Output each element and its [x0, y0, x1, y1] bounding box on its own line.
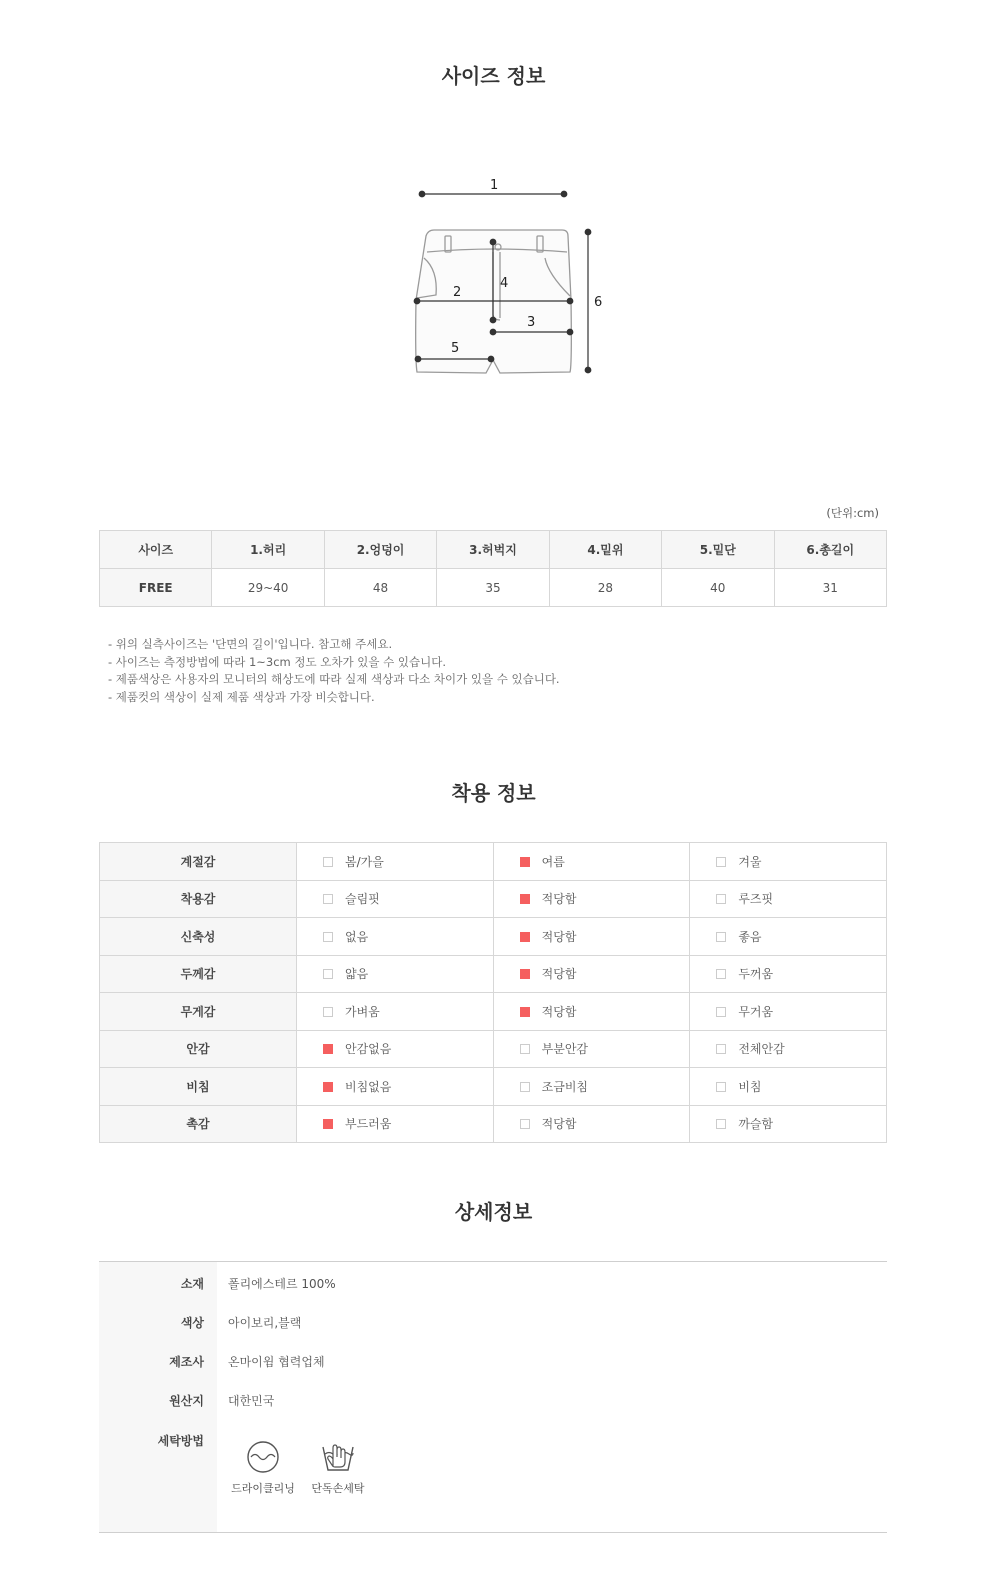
checked-box-icon [323, 1044, 333, 1054]
fit-option-label: 적당함 [541, 1117, 577, 1132]
fit-row-label: 신축성 [100, 918, 297, 956]
fit-option-label: 봄/가을 [345, 854, 384, 869]
size-header-cell: 5.밑단 [662, 531, 774, 569]
fit-option-label: 까슬함 [738, 1117, 774, 1132]
checked-box-icon [520, 857, 530, 867]
note-line: - 제품컷의 색상이 실제 제품 색상과 가장 비슷합니다. [108, 689, 375, 704]
fit-row [100, 1068, 887, 1106]
fit-option-label: 조금비침 [541, 1079, 589, 1094]
size-value-cell: 40 [662, 569, 774, 607]
fit-option [690, 880, 887, 918]
fit-option-label: 무거움 [738, 1004, 774, 1019]
care-label: 드라이클리닝 [231, 1482, 295, 1495]
checked-box-icon [520, 932, 530, 942]
fit-option-label: 가벼움 [345, 1004, 380, 1019]
fit-option [493, 1105, 690, 1143]
fit-row [100, 993, 887, 1031]
size-value-cell: 28 [549, 569, 661, 607]
fit-option-label: 겨울 [738, 854, 762, 869]
shorts-measurement-diagram [400, 170, 620, 385]
size-table-header-row [100, 531, 887, 569]
fit-option-label: 없음 [345, 929, 369, 944]
diagram-label-6: 6 [594, 295, 603, 310]
size-value-cell: FREE [100, 569, 212, 607]
detail-value: 대한민국 [228, 1394, 275, 1408]
diagram-label-1: 1 [490, 178, 499, 193]
unchecked-box-icon [716, 1119, 726, 1129]
note-line: - 사이즈는 측정방법에 따라 1~3cm 정도 오차가 있을 수 있습니다. [108, 654, 447, 669]
detail-info-title: 상세정보 [454, 1200, 533, 1224]
unchecked-box-icon [323, 932, 333, 942]
detail-label: 원산지 [169, 1394, 204, 1408]
unchecked-box-icon [716, 932, 726, 942]
fit-option-label: 비침 [738, 1079, 762, 1094]
fit-option-label: 슬림핏 [345, 892, 380, 907]
fit-row [100, 880, 887, 918]
fit-option-label: 비침없음 [345, 1079, 392, 1094]
size-header-cell: 3.허벅지 [437, 531, 549, 569]
fit-option [297, 993, 494, 1031]
detail-label: 세탁방법 [157, 1434, 204, 1448]
fit-option-label: 좋음 [738, 929, 762, 944]
unchecked-box-icon [323, 894, 333, 904]
fit-option [297, 880, 494, 918]
care-item-dry-clean [228, 1440, 298, 1496]
detail-table [99, 1261, 887, 1533]
fit-option [297, 1030, 494, 1068]
fit-option-label: 적당함 [541, 892, 577, 907]
fit-row-label: 무게감 [100, 993, 297, 1031]
fit-option-label: 안감없음 [345, 1042, 392, 1057]
fit-option [297, 955, 494, 993]
fit-option [297, 843, 494, 881]
fit-option [690, 1068, 887, 1106]
detail-value: 폴리에스테르 100% [228, 1277, 336, 1291]
note-line: - 위의 실측사이즈는 '단면의 길이'입니다. 참고해 주세요. [108, 637, 393, 651]
checked-box-icon [323, 1119, 333, 1129]
unchecked-box-icon [323, 1007, 333, 1017]
checked-box-icon [323, 1082, 333, 1092]
unchecked-box-icon [323, 857, 333, 867]
diagram-label-4: 4 [500, 276, 509, 291]
fit-row-label: 착용감 [100, 880, 297, 918]
fit-option [690, 993, 887, 1031]
diagram-label-3: 3 [527, 315, 536, 330]
hand-wash-icon [320, 1440, 356, 1474]
unchecked-box-icon [716, 969, 726, 979]
care-item-hand-wash [303, 1440, 373, 1496]
diagram-label-2: 2 [453, 285, 462, 300]
fit-row-label: 계절감 [100, 843, 297, 881]
unchecked-box-icon [520, 1119, 530, 1129]
fit-info-title: 착용 정보 [451, 781, 536, 805]
size-value-cell: 48 [324, 569, 436, 607]
fit-row-label: 두께감 [100, 955, 297, 993]
unchecked-box-icon [716, 1044, 726, 1054]
fit-option [690, 1105, 887, 1143]
fit-option [493, 1030, 690, 1068]
unit-label: (단위:cm) [826, 506, 879, 520]
fit-option-label: 두꺼움 [738, 967, 774, 982]
fit-option [493, 918, 690, 956]
detail-label: 소재 [180, 1277, 204, 1291]
fit-option [690, 1030, 887, 1068]
size-header-cell: 사이즈 [100, 531, 212, 569]
dry-clean-icon [246, 1440, 280, 1474]
fit-option [493, 1068, 690, 1106]
unchecked-box-icon [716, 1007, 726, 1017]
fit-option-label: 전체안감 [738, 1042, 785, 1057]
fit-row [100, 843, 887, 881]
size-value-cell: 31 [774, 569, 886, 607]
detail-label: 제조사 [169, 1355, 204, 1369]
size-header-cell: 4.밑위 [549, 531, 661, 569]
fit-row-label: 비침 [100, 1068, 297, 1106]
fit-option [690, 955, 887, 993]
size-header-cell: 6.총길이 [774, 531, 886, 569]
unchecked-box-icon [520, 1044, 530, 1054]
size-header-cell: 2.엉덩이 [324, 531, 436, 569]
size-table [99, 530, 887, 607]
checked-box-icon [520, 969, 530, 979]
fit-option-label: 여름 [541, 854, 565, 869]
fit-row [100, 918, 887, 956]
fit-option [297, 918, 494, 956]
diagram-label-5: 5 [451, 341, 460, 356]
size-value-cell: 35 [437, 569, 549, 607]
checked-box-icon [520, 894, 530, 904]
unchecked-box-icon [716, 1082, 726, 1092]
fit-row-label: 안감 [100, 1030, 297, 1068]
fit-option-label: 적당함 [541, 1004, 577, 1019]
checked-box-icon [520, 1007, 530, 1017]
fit-option-label: 적당함 [541, 967, 577, 982]
fit-option [493, 955, 690, 993]
unchecked-box-icon [716, 894, 726, 904]
fit-row-label: 촉감 [100, 1105, 297, 1143]
fit-row [100, 1030, 887, 1068]
fit-option-label: 얇음 [345, 967, 369, 982]
fit-option [493, 993, 690, 1031]
unchecked-box-icon [323, 969, 333, 979]
size-header-cell: 1.허리 [212, 531, 324, 569]
fit-option-label: 부분안감 [541, 1042, 589, 1057]
fit-option [493, 880, 690, 918]
size-table-row [100, 569, 887, 607]
fit-option [297, 1105, 494, 1143]
fit-option [690, 843, 887, 881]
size-value-cell: 29~40 [212, 569, 324, 607]
fit-option-label: 적당함 [541, 929, 577, 944]
fit-row [100, 955, 887, 993]
fit-row [100, 1105, 887, 1143]
fit-option [493, 843, 690, 881]
fit-option-label: 루즈핏 [738, 892, 774, 907]
fit-option-label: 부드러움 [345, 1117, 392, 1132]
size-notes [108, 636, 560, 706]
unchecked-box-icon [520, 1082, 530, 1092]
detail-value: 온마이윔 협력업체 [228, 1355, 325, 1369]
note-line: - 제품색상은 사용자의 모니터의 해상도에 따라 실제 색상과 다소 차이가 있을 수 있습니다. [108, 672, 560, 686]
care-label: 단독손세탁 [311, 1482, 365, 1495]
unchecked-box-icon [716, 857, 726, 867]
detail-value: 아이보리,블랙 [228, 1316, 302, 1330]
fit-table [99, 842, 887, 1143]
detail-label: 색상 [180, 1316, 204, 1330]
size-info-title: 사이즈 정보 [441, 64, 546, 88]
fit-option [690, 918, 887, 956]
fit-option [297, 1068, 494, 1106]
